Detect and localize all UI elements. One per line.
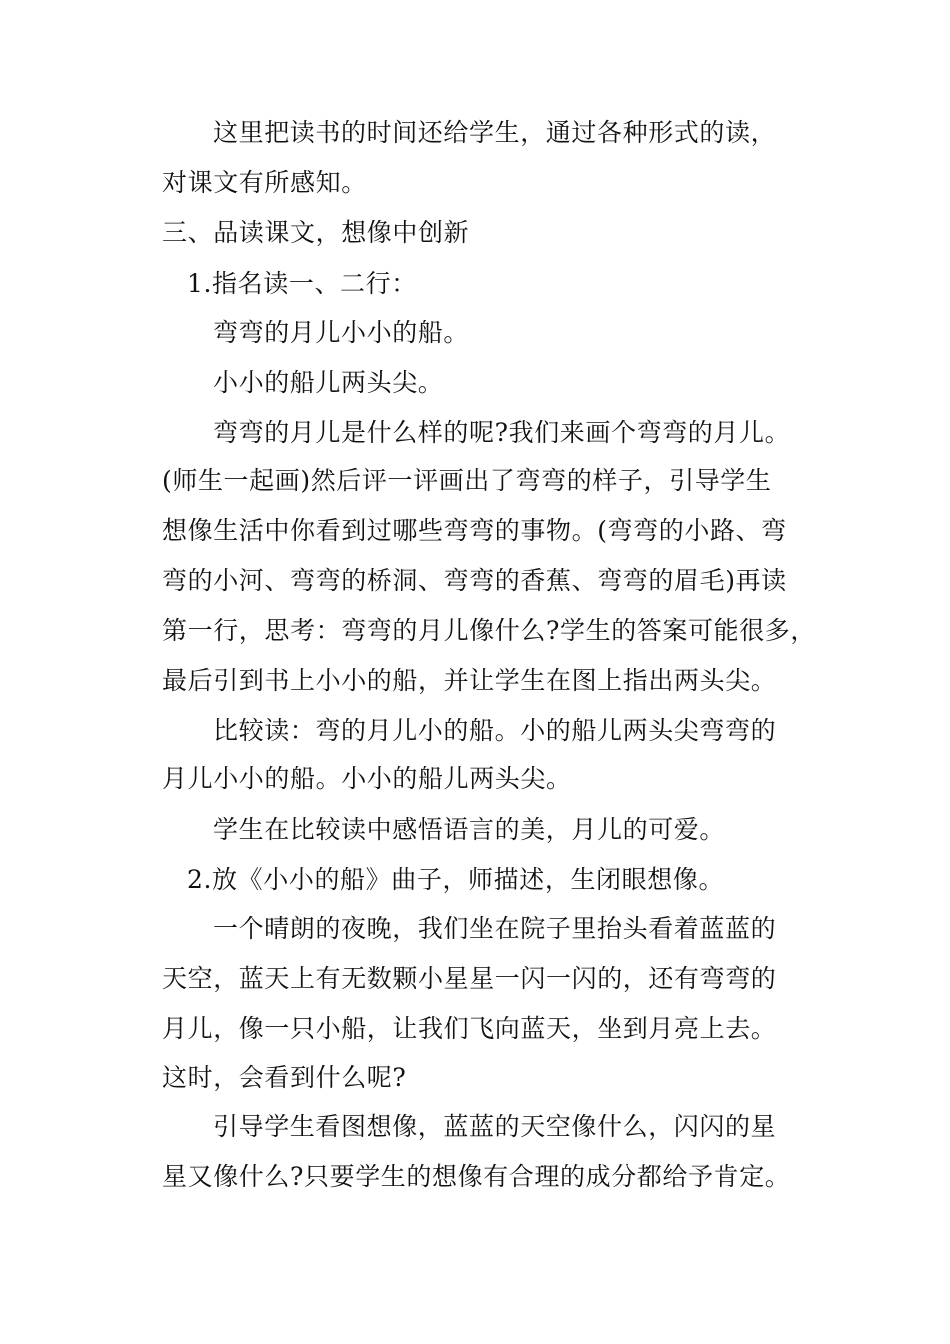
paragraph-line: 想像生活中你看到过哪些弯弯的事物。(弯弯的小路、弯 [162, 516, 787, 545]
paragraph-line: 学生在比较读中感悟语言的美，月儿的可爱。 [213, 815, 726, 844]
paragraph-line: 第一行，思考：弯弯的月儿像什么?学生的答案可能很多， [162, 616, 817, 645]
paragraph-line: 引导学生看图想像，蓝蓝的天空像什么，闪闪的星 [213, 1112, 777, 1141]
section-heading: 三、品读课文，想像中创新 [162, 218, 470, 247]
paragraph-line: (师生一起画)然后评一评画出了弯弯的样子，引导学生 [162, 466, 772, 495]
poem-line: 小小的船儿两头尖。 [213, 368, 444, 397]
paragraph-line: 弯弯的月儿是什么样的呢?我们来画个弯弯的月儿。 [213, 418, 791, 447]
paragraph-line: 弯的小河、弯弯的桥洞、弯弯的香蕉、弯弯的眉毛)再读 [162, 566, 787, 595]
paragraph-line: 星又像什么?只要学生的想像有合理的成分都给予肯定。 [162, 1162, 791, 1191]
numbered-item: 2.放《小小的船》曲子，师描述，生闭眼想像。 [187, 865, 725, 894]
paragraph-line: 天空，蓝天上有无数颗小星星一闪一闪的，还有弯弯的 [162, 964, 777, 993]
numbered-item: 1.指名读一、二行： [187, 269, 417, 298]
paragraph-line: 月儿，像一只小船，让我们飞向蓝天，坐到月亮上去。 [162, 1014, 777, 1043]
paragraph-line: 对课文有所感知。 [162, 168, 367, 197]
paragraph-line: 这里把读书的时间还给学生，通过各种形式的读， [213, 118, 777, 147]
paragraph-line: 这时，会看到什么呢? [162, 1063, 407, 1092]
poem-line: 弯弯的月儿小小的船。 [213, 318, 470, 347]
paragraph-line: 比较读：弯的月儿小的船。小的船儿两头尖弯弯的 [213, 716, 777, 745]
paragraph-line: 一个晴朗的夜晚，我们坐在院子里抬头看着蓝蓝的 [213, 914, 777, 943]
paragraph-line: 月儿小小的船。小小的船儿两头尖。 [162, 764, 572, 793]
paragraph-line: 最后引到书上小小的船，并让学生在图上指出两头尖。 [162, 666, 777, 695]
